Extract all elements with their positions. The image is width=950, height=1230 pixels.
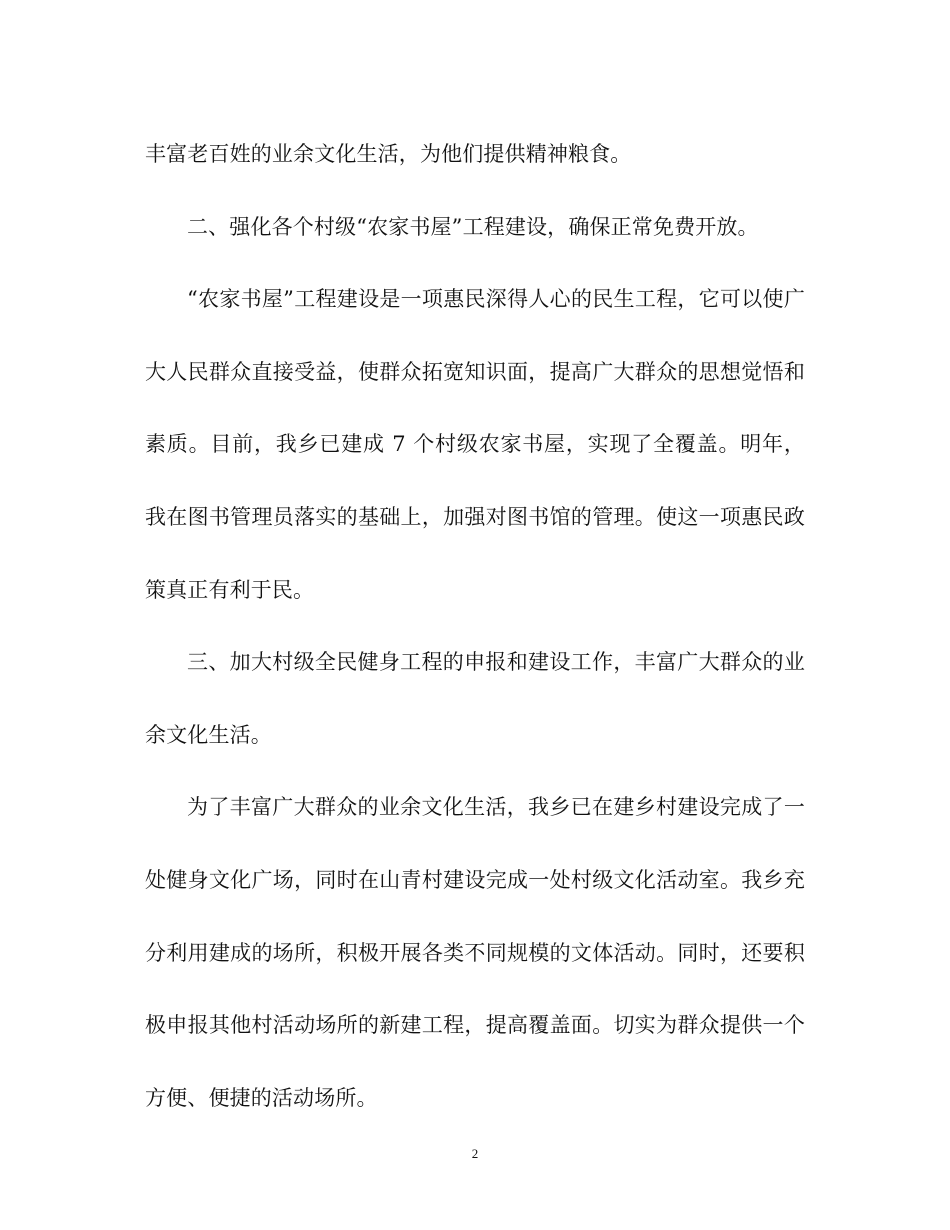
page-number: 2: [471, 1146, 479, 1161]
paragraph-continuation: 丰富老百姓的业余文化生活，为他们提供精神粮食。: [145, 142, 632, 166]
section-heading-two: 二、强化各个村级“农家书屋”工程建设，确保正常免费开放。: [187, 214, 759, 239]
body-text: [145, 118, 805, 1134]
paragraph-fitness: 为了丰富广大群众的业余文化生活，我乡已在建乡村建设完成了一处健身文化广场，同时在山青村建设完成一处村级文化活动室。我乡充分利用建成的场所，积极开展各类不同规模的文体活动。同时，还要积极申报其他村活动场所的新建工程，提高覆盖面。切实为群众提供一个方便、便捷的活动场所。: [145, 795, 805, 1110]
paragraph-book-house: “农家书屋”工程建设是一项惠民深得人心的民生工程，它可以使广大人民群众直接受益，使群众拓宽知识面，提高广大群众的思想觉悟和素质。目前，我乡已建成 7 个村级农家书屋，实现了全覆盖。明年，我在图书管理员落实的基础上，加强对图书馆的管理。使这一项惠民政策真正有利于民。: [145, 287, 805, 602]
section-heading-three: 三、加大村级全民健身工程的申报和建设工作，丰富广大群众的业余文化生活。: [145, 650, 805, 747]
